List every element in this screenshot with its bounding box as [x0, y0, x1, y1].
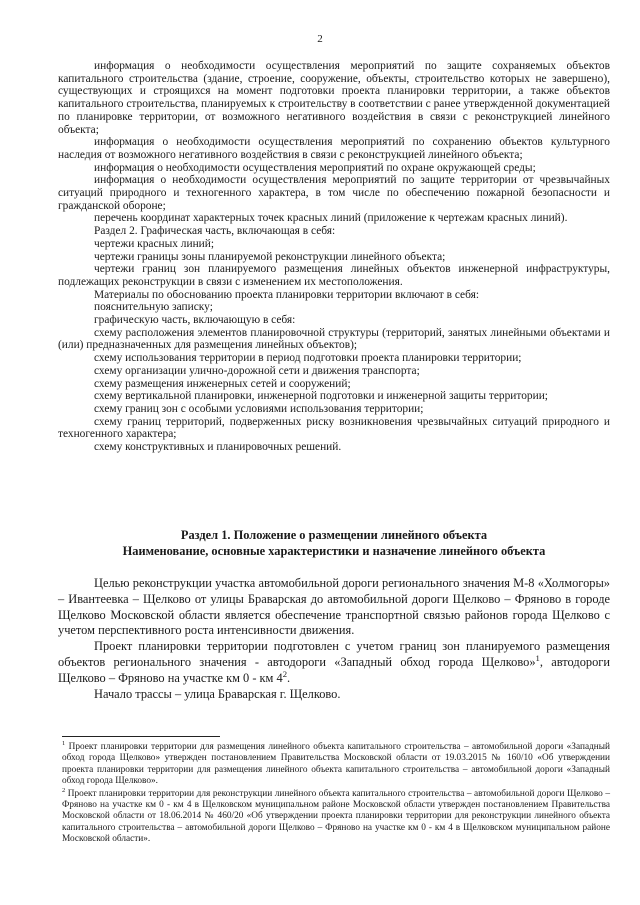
paragraph: информация о необходимости осуществления мероприятий по охране окружающей среды; — [94, 161, 536, 174]
paragraph: Материалы по обоснованию проекта планировки территории включают в себя: — [94, 288, 480, 301]
paragraph: информация о необходимости осуществления мероприятий по защите территории от чрезвычайных ситуаций природного и техногенного характера, в том числе по обеспечению пожарной безопасности и гражданской обороне; — [58, 174, 610, 212]
section-heading — [58, 528, 610, 559]
footnote — [62, 786, 610, 846]
text-run: . — [287, 670, 291, 685]
text-run: , автодороги Щелково – Фряново на участке км 0 - км 4 — [58, 654, 611, 685]
paragraph: информация о необходимости осуществления мероприятий по защите сохраняемых объектов капитального строительства (здание, строение, сооружение, объекты, строительство которых не завершено), существующих и строящихся на момент подготовки проекта планировки территории, а также объектов капитального строительства, планируемых к строительству в соответствии с ранее утвержденной документацией по планировке территории, от возможного негативного воздействия в связи с реконструкцией линейного объекта; — [58, 60, 610, 136]
footnote-ref: 2 — [282, 668, 288, 679]
paragraph: пояснительную записку; — [94, 301, 213, 314]
paragraph — [58, 639, 610, 686]
paragraph: схему размещения инженерных сетей и сооружений; — [94, 377, 351, 390]
requirements-list — [58, 60, 610, 454]
section-subtitle: Наименование, основные характеристики и назначение линейного объекта — [122, 543, 546, 558]
page-number: 2 — [317, 33, 323, 45]
paragraph: перечень координат характерных точек красных линий (приложение к чертежам красных линий). — [94, 212, 568, 225]
footnote-mark: 2 — [62, 786, 66, 794]
footnote-text: Проект планировки территории для реконструкции линейного объекта капитального строительства – автомобильной дороги Щелково – Фряново на участке км 0 - км 4 в Щелковском муниципальном районе Московской области утвержден постановлением Правительства Московской области от 18.06.2014 № 460/20 «Об утверждении проекта планировки территории для реконструкции линейного объекта капитального строительства – автомобильной дороги Щелково – Фряново на участке км 0 - км 4 в Щелковском муниципальном районе Московской области». — [62, 788, 610, 845]
footnotes — [62, 739, 610, 847]
footnote-ref: 1 — [535, 652, 540, 663]
paragraph: чертежи красных линий; — [94, 237, 215, 250]
paragraph: информация о необходимости осуществления мероприятий по сохранению объектов культурного наследия от возможного негативного воздействия в связи с реконструкцией линейного объекта; — [58, 136, 610, 161]
paragraph: схему границ зон с особыми условиями использования территории; — [94, 402, 424, 415]
paragraph: схему организации улично-дорожной сети и движения транспорта; — [94, 364, 420, 377]
paragraph: Начало трассы – улица Браварская г. Щелково. — [94, 686, 341, 701]
paragraph: схему вертикальной планировки, инженерной подготовки и инженерной защиты территории; — [94, 390, 548, 403]
section-body — [58, 576, 610, 702]
footnote — [62, 739, 610, 788]
footnote-text: Проект планировки территории для размещения линейного объекта капитального строительства – автомобильной дороги «Западный обход города Щелково» утвержден постановлением Правительства Московской области от 19.03.2015 № 160/10 «Об утверждении проекта планировки территории для размещения линейного объекта капитального строительства – автомобильной дороги «Западный обход города Щелково». — [62, 742, 610, 787]
paragraph: схему расположения элементов планировочной структуры (территорий, занятых линейными объектами и (или) предназначенных для размещения линейных объектов); — [58, 326, 610, 352]
text-run: Проект планировки территории подготовлен с учетом границ зон планируемого размещения объектов регионального значения - автодороги «Западный обход города Щелково» — [58, 639, 610, 669]
paragraph: графическую часть, включающую в себя: — [94, 314, 296, 327]
footnote-mark: 1 — [62, 739, 66, 747]
section-title: Раздел 1. Положение о размещении линейного объекта — [180, 528, 488, 542]
paragraph: чертежи границы зоны планируемой реконструкции линейного объекта; — [94, 250, 446, 263]
paragraph: схему границ территорий, подверженных риску возникновения чрезвычайных ситуаций природного и техногенного характера; — [58, 415, 610, 441]
paragraph: чертежи границ зон планируемого размещения линейных объектов инженерной инфраструктуры, подлежащих реконструкции в связи с изменением их местоположения. — [58, 263, 610, 288]
footnote-divider — [62, 736, 220, 737]
paragraph: Целью реконструкции участка автомобильной дороги регионального значения М-8 «Холмогоры» – Ивантеевка – Щелково от улицы Браварская до автомобильной дороги Щелково – Фряново в городе Щелково Московской области является обеспечение транспортной связью районов города Щелково с учетом перспективного роста интенсивности движения. — [58, 576, 610, 638]
paragraph: схему использования территории в период подготовки проекта планировки территории; — [94, 352, 522, 365]
paragraph: схему конструктивных и планировочных решений. — [94, 441, 342, 454]
paragraph: Раздел 2. Графическая часть, включающая в себя: — [94, 225, 336, 238]
